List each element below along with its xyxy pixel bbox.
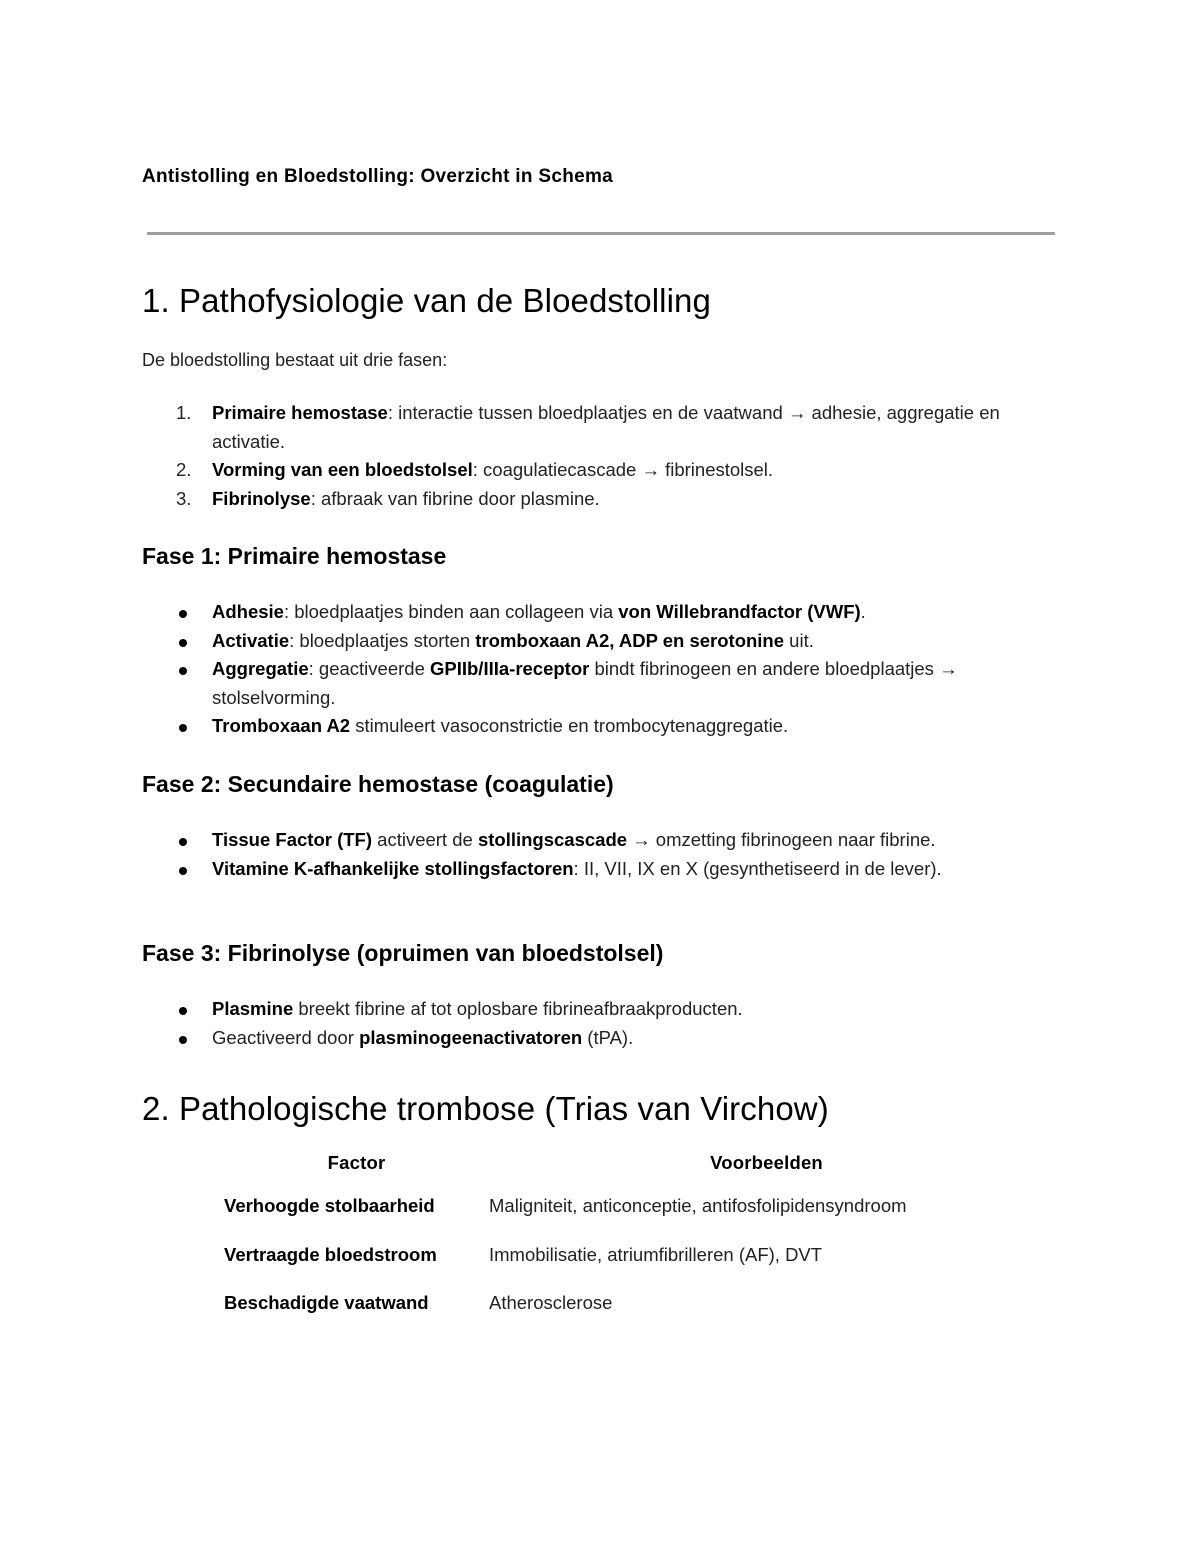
bullet-icon	[179, 724, 187, 732]
table-row	[224, 1192, 1044, 1241]
item-text: Geactiveerd door	[212, 1026, 360, 1048]
item-text: → omzetting fibrinogeen naar fibrine.	[627, 829, 936, 850]
bold-term: von Willebrandfactor (VWF)	[618, 601, 861, 622]
item-text: breekt fibrine af tot oplosbare fibrineafbraakproducten.	[293, 998, 743, 1019]
list-item	[142, 399, 1062, 456]
bold-term: Activatie	[212, 629, 290, 651]
list-item	[142, 1024, 1062, 1053]
item-text: .	[860, 601, 866, 622]
fase2-heading: Fase 2: Secundaire hemostase (coagulatie)	[142, 771, 614, 797]
list-item	[142, 598, 1062, 627]
item-text: activeert de	[372, 829, 478, 850]
table-header-row	[224, 1148, 1044, 1192]
column-header-factor: Factor	[327, 1152, 386, 1173]
phases-list	[142, 399, 1062, 513]
factor-cell: Verhoogde stolbaarheid	[224, 1195, 435, 1216]
document-title: Antistolling en Bloedstolling: Overzicht in Schema	[142, 166, 614, 187]
virchow-table	[224, 1148, 1044, 1338]
table-row	[224, 1289, 1044, 1338]
list-item	[142, 995, 1062, 1024]
list-number: 2.	[176, 459, 192, 480]
bullet-icon	[179, 610, 187, 618]
list-item-term: Fibrinolyse	[212, 487, 311, 509]
item-text: bindt fibrinogeen en andere bloedplaatjes → stolselvorming.	[212, 658, 958, 708]
bullet-icon	[179, 667, 187, 675]
item-text: stimuleert vasoconstrictie en trombocytenaggregatie.	[350, 715, 789, 736]
list-item-term: Primaire hemostase	[212, 402, 388, 423]
column-header-voorbeelden: Voorbeelden	[710, 1152, 823, 1173]
item-text: : geactiveerde	[308, 658, 430, 679]
horizontal-rule	[147, 232, 1055, 235]
list-item-term: Vorming van een bloedstolsel	[212, 459, 473, 480]
list-item	[142, 627, 1062, 656]
section-heading-pathofysiologie: 1. Pathofysiologie van de Bloedstolling	[142, 282, 711, 319]
list-item-text: : coagulatiecascade → fibrinestolsel.	[472, 459, 774, 480]
bold-term: stollingscascade	[477, 829, 628, 850]
list-item-text: : interactie tussen bloedplaatjes en de vaatwand → adhesie, aggregatie en activatie.	[212, 402, 1000, 452]
bullet-icon	[179, 1007, 187, 1015]
fase2-list	[142, 826, 1062, 883]
bullet-icon	[179, 1036, 187, 1044]
bold-term: plasminogeenactivatoren	[359, 1026, 583, 1048]
bold-term: Adhesie	[212, 601, 284, 622]
bold-term: Vitamine K-afhankelijke stollingsfactoren	[212, 857, 574, 879]
examples-cell: Immobilisatie, atriumfibrilleren (AF), DVT	[489, 1243, 823, 1265]
examples-cell: Maligniteit, anticonceptie, antifosfolipidensyndroom	[489, 1195, 907, 1216]
table-row	[224, 1241, 1044, 1290]
bold-term: Plasmine	[212, 998, 294, 1019]
item-text: : bloedplaatjes binden aan collageen via	[283, 601, 619, 622]
examples-cell: Atherosclerose	[489, 1292, 613, 1313]
item-text: uit.	[784, 629, 814, 651]
fase3-heading: Fase 3: Fibrinolyse (opruimen van bloedstolsel)	[142, 940, 664, 966]
factor-cell: Vertraagde bloedstroom	[224, 1243, 437, 1265]
list-item	[142, 712, 1062, 741]
bullet-icon	[179, 838, 187, 846]
item-text: : bloedplaatjes storten	[289, 629, 476, 651]
list-item	[142, 456, 1062, 485]
fase1-list	[142, 598, 1062, 741]
bullet-icon	[179, 639, 187, 647]
bullet-icon	[179, 867, 187, 875]
section-heading-trombose: 2. Pathologische trombose (Trias van Virchow)	[142, 1090, 829, 1127]
list-item	[142, 655, 1062, 712]
item-text: : II, VII, IX en X (gesynthetiseerd in de lever).	[573, 857, 942, 879]
list-item	[142, 855, 1062, 884]
fase3-list	[142, 995, 1062, 1052]
bold-term: Tissue Factor (TF)	[212, 829, 373, 850]
list-number: 3.	[176, 487, 192, 509]
list-item	[142, 485, 1062, 514]
bold-term: tromboxaan A2, ADP en serotonine	[475, 629, 785, 651]
bold-term: GPIIb/IIIa-receptor	[430, 658, 590, 679]
list-number: 1.	[176, 402, 192, 423]
item-text: (tPA).	[582, 1026, 634, 1048]
list-item-text: : afbraak van fibrine door plasmine.	[310, 487, 600, 509]
bold-term: Tromboxaan A2	[212, 715, 351, 736]
bold-term: Aggregatie	[212, 658, 309, 679]
intro-paragraph: De bloedstolling bestaat uit drie fasen:	[142, 350, 448, 370]
fase1-heading: Fase 1: Primaire hemostase	[142, 543, 447, 569]
list-item	[142, 826, 1062, 855]
factor-cell: Beschadigde vaatwand	[224, 1292, 429, 1313]
